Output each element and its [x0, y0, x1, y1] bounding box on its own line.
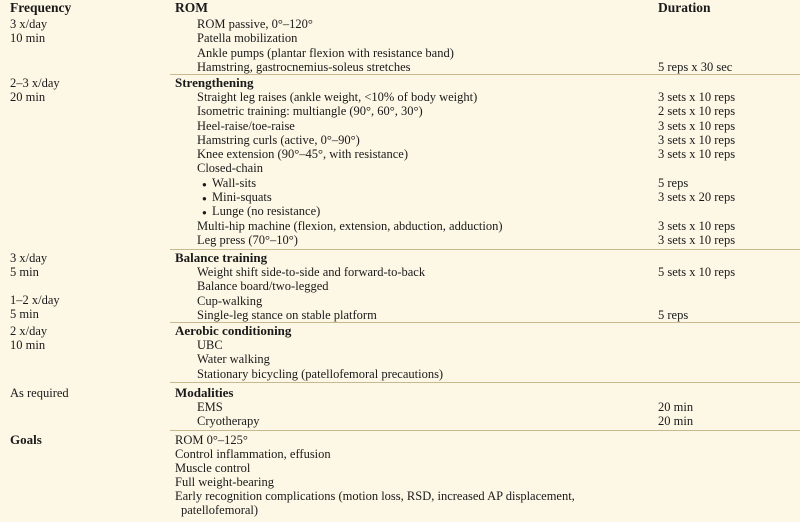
goal-item: patellofemoral)	[181, 503, 259, 517]
exercise-name: ● Wall-sits	[212, 176, 256, 190]
exercise-name: Stationary bicycling (patellofemoral precautions)	[197, 366, 444, 381]
list-item	[0, 46, 800, 60]
list-item	[0, 17, 800, 31]
frequency-balance: 3 x/day 5 min	[10, 251, 48, 280]
exercise-name: Hamstring curls (active, 0°–90°)	[197, 132, 360, 147]
goals-label: Goals	[10, 432, 42, 447]
exercise-name: EMS	[197, 400, 223, 414]
exercise-name: Balance board/two-legged	[197, 279, 329, 294]
exercise-name: Cup-walking	[197, 293, 263, 308]
list-item	[0, 294, 800, 308]
list-item	[0, 219, 800, 233]
exercise-name: Closed-chain	[197, 161, 263, 176]
goal-item: Muscle control	[175, 461, 251, 475]
exercise-name: Multi-hip machine (flexion, extension, abduction, adduction)	[197, 218, 503, 233]
exercise-name: Single-leg stance on stable platform	[197, 307, 377, 322]
frequency-strengthening: 2–3 x/day 20 min	[10, 76, 60, 105]
section-title-aerobic: Aerobic conditioning	[175, 323, 292, 338]
frequency-aerobic: 2 x/day 10 min	[10, 324, 48, 353]
list-item	[0, 367, 800, 381]
goal-item: Control inflammation, effusion	[175, 447, 331, 461]
exercise-duration: 3 sets x 10 reps	[658, 218, 736, 233]
exercise-name: Ankle pumps (plantar flexion with resistance band)	[197, 45, 454, 60]
goal-item: ROM 0°–125°	[175, 433, 248, 447]
list-item	[0, 352, 800, 366]
list-item	[0, 161, 800, 175]
exercise-duration: 5 reps	[658, 307, 689, 322]
exercise-name: Straight leg raises (ankle weight, <10% of body weight)	[197, 90, 478, 104]
exercise-name: Knee extension (90°–45°, with resistance)	[197, 147, 408, 162]
exercise-name: Hamstring, gastrocnemius-soleus stretches	[197, 59, 411, 74]
list-item	[0, 233, 800, 247]
exercise-name: ● Mini-squats	[212, 190, 272, 204]
header-rom: ROM	[175, 0, 208, 15]
list-item	[0, 190, 800, 204]
list-item	[0, 119, 800, 133]
section-divider	[170, 74, 800, 75]
exercise-name: ROM passive, 0°–120°	[197, 17, 313, 31]
list-item	[0, 60, 800, 74]
exercise-name: Cryotherapy	[197, 414, 260, 429]
list-item	[0, 279, 800, 293]
exercise-duration: 3 sets x 10 reps	[658, 118, 736, 133]
exercise-duration: 20 min	[658, 400, 694, 414]
exercise-name: ● Lunge (no resistance)	[212, 204, 320, 218]
list-item	[0, 147, 800, 161]
exercise-name: UBC	[197, 338, 223, 352]
section-divider	[170, 430, 800, 431]
exercise-duration: 5 reps	[658, 175, 689, 190]
list-item	[0, 400, 800, 414]
section-title-balance: Balance training	[175, 250, 268, 265]
exercise-name: Patella mobilization	[197, 31, 298, 46]
exercise-duration: 3 sets x 20 reps	[658, 190, 736, 205]
list-item	[0, 31, 800, 45]
frequency-balance-2: 1–2 x/day 5 min	[10, 293, 60, 322]
frequency-rom: 3 x/day 10 min	[10, 17, 48, 46]
exercise-name: Heel-raise/toe-raise	[197, 118, 295, 133]
exercise-duration: 3 sets x 10 reps	[658, 90, 736, 104]
section-title-strengthening: Strengthening	[175, 75, 254, 90]
list-item	[0, 133, 800, 147]
section-title-modalities: Modalities	[175, 385, 234, 400]
exercise-name: Isometric training: multiangle (90°, 60°, 30°)	[197, 104, 423, 119]
exercise-duration: 3 sets x 10 reps	[658, 132, 736, 147]
header-duration: Duration	[658, 0, 711, 15]
exercise-duration: 5 sets x 10 reps	[658, 265, 736, 279]
list-item	[0, 204, 800, 218]
list-item	[0, 308, 800, 322]
list-item	[0, 104, 800, 118]
table-header	[0, 0, 800, 18]
exercise-duration: 5 reps x 30 sec	[658, 59, 733, 74]
list-item	[0, 414, 800, 428]
exercise-duration: 3 sets x 10 reps	[658, 232, 736, 247]
exercise-name: Weight shift side-to-side and forward-to-back	[197, 265, 426, 279]
list-item	[0, 176, 800, 190]
frequency-modalities: As required	[10, 386, 69, 400]
section-divider	[170, 382, 800, 383]
list-item	[0, 90, 800, 104]
exercise-duration: 3 sets x 10 reps	[658, 147, 736, 162]
exercise-duration: 2 sets x 10 reps	[658, 104, 736, 119]
exercise-name: Leg press (70°–10°)	[197, 232, 298, 247]
header-frequency: Frequency	[10, 0, 72, 15]
exercise-name: Water walking	[197, 352, 270, 367]
list-item	[0, 338, 800, 352]
goal-item: Early recognition complications (motion loss, RSD, increased AP displacement,	[175, 489, 575, 503]
goal-item: Full weight-bearing	[175, 475, 274, 489]
list-item	[0, 265, 800, 279]
exercise-duration: 20 min	[658, 414, 694, 429]
